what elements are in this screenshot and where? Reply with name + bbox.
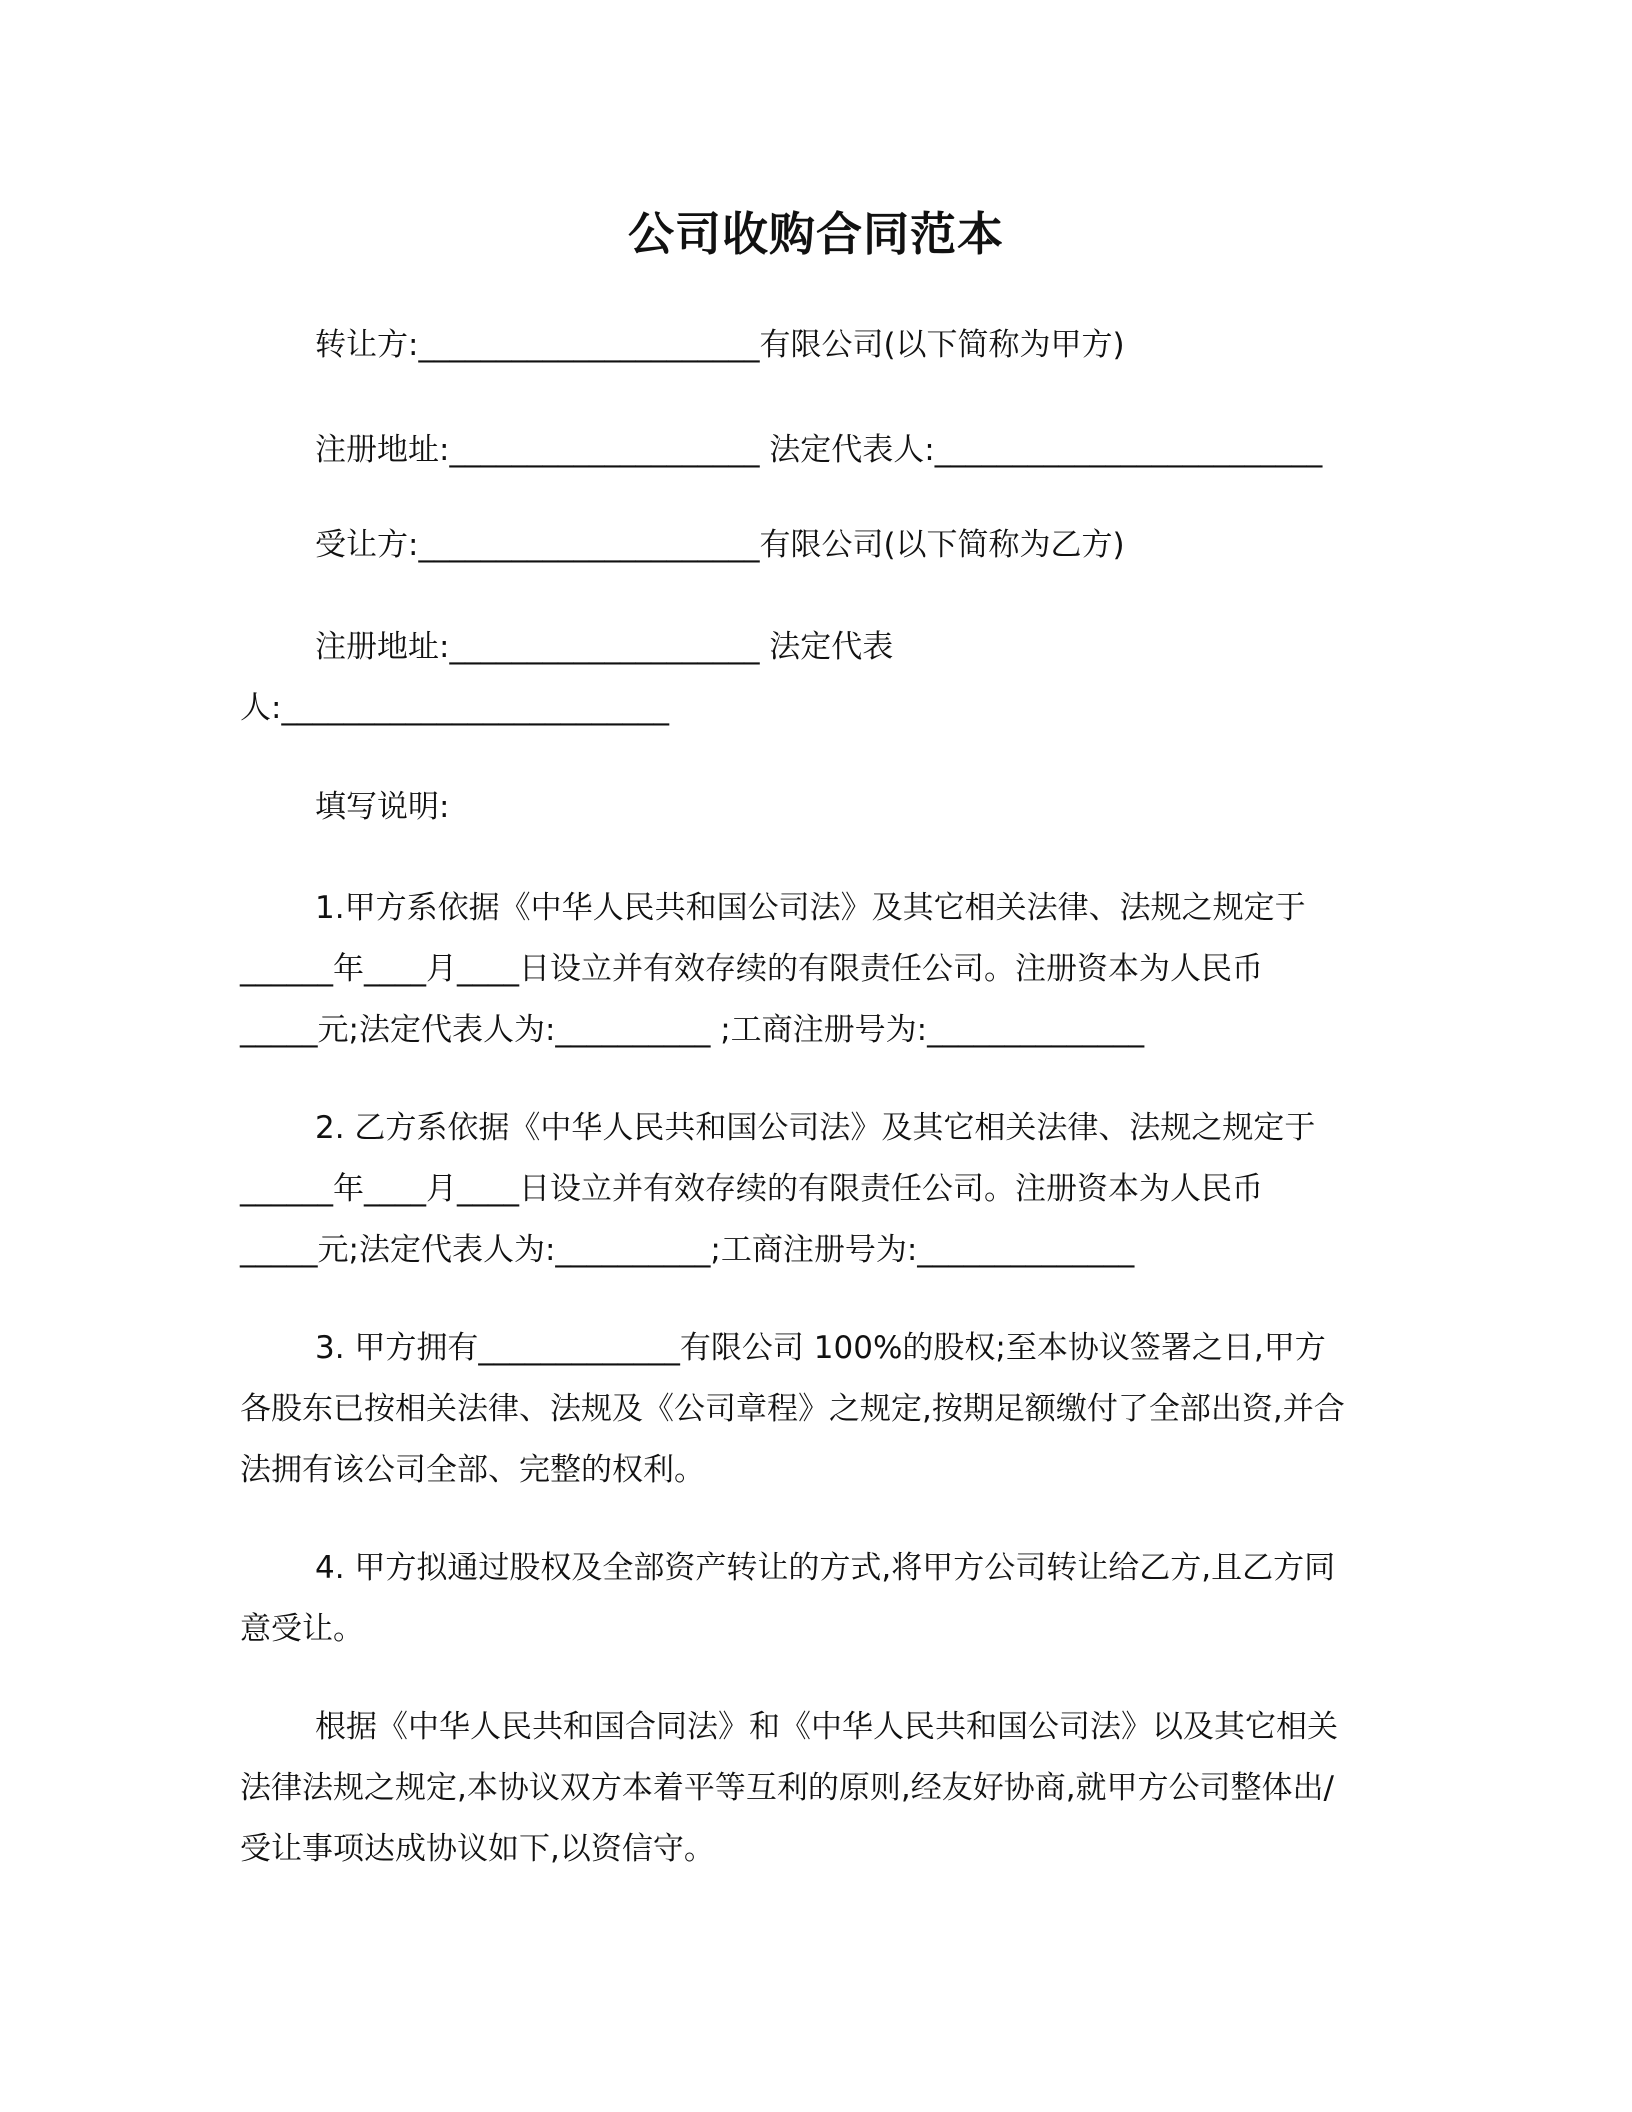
transferor-address-line: 注册地址:____________________ 法定代表人:_________________________ bbox=[315, 432, 1323, 468]
item-line: ______年____月____日设立并有效存续的有限责任公司。注册资本为人民币 bbox=[240, 951, 1263, 987]
instruction-item-3 bbox=[240, 1318, 1390, 1501]
closing-line: 法律法规之规定,本协议双方本着平等互利的原则,经友好协商,就甲方公司整体出/ bbox=[240, 1770, 1335, 1806]
transferee-rep-line: 人:_________________________ bbox=[240, 690, 669, 726]
closing-paragraph bbox=[240, 1697, 1390, 1880]
transferor-line: 转让方:______________________有限公司(以下简称为甲方) bbox=[315, 327, 1125, 363]
item-line: 3. 甲方拥有_____________有限公司 100%的股权;至本协议签署之日,甲方 bbox=[315, 1330, 1326, 1366]
document-title: 公司收购合同范本 bbox=[628, 207, 1004, 261]
instruction-item-2 bbox=[240, 1098, 1390, 1281]
item-line: 1.甲方系依据《中华人民共和国公司法》及其它相关法律、法规之规定于 bbox=[315, 890, 1306, 926]
closing-line: 受让事项达成协议如下,以资信守。 bbox=[240, 1831, 715, 1867]
item-line: 各股东已按相关法律、法规及《公司章程》之规定,按期足额缴付了全部出资,并合 bbox=[240, 1391, 1345, 1427]
closing-line: 根据《中华人民共和国合同法》和《中华人民共和国公司法》以及其它相关 bbox=[315, 1709, 1338, 1745]
item-line: 法拥有该公司全部、完整的权利。 bbox=[240, 1452, 705, 1488]
item-line: ______年____月____日设立并有效存续的有限责任公司。注册资本为人民币 bbox=[240, 1171, 1263, 1207]
instructions-label: 填写说明: bbox=[315, 789, 450, 825]
transferee-address-line: 注册地址:____________________ 法定代表 bbox=[315, 629, 894, 665]
instruction-item-1 bbox=[240, 878, 1390, 1061]
item-line: _____元;法定代表人为:__________;工商注册号为:______________ bbox=[240, 1232, 1135, 1268]
transferee-line: 受让方:______________________有限公司(以下简称为乙方) bbox=[315, 527, 1125, 563]
item-line: 意受让。 bbox=[240, 1611, 364, 1647]
item-line: _____元;法定代表人为:__________ ;工商注册号为:______________ bbox=[240, 1012, 1145, 1048]
item-line: 2. 乙方系依据《中华人民共和国公司法》及其它相关法律、法规之规定于 bbox=[315, 1110, 1316, 1146]
item-line: 4. 甲方拟通过股权及全部资产转让的方式,将甲方公司转让给乙方,且乙方同 bbox=[315, 1550, 1336, 1586]
instruction-item-4 bbox=[240, 1538, 1390, 1660]
